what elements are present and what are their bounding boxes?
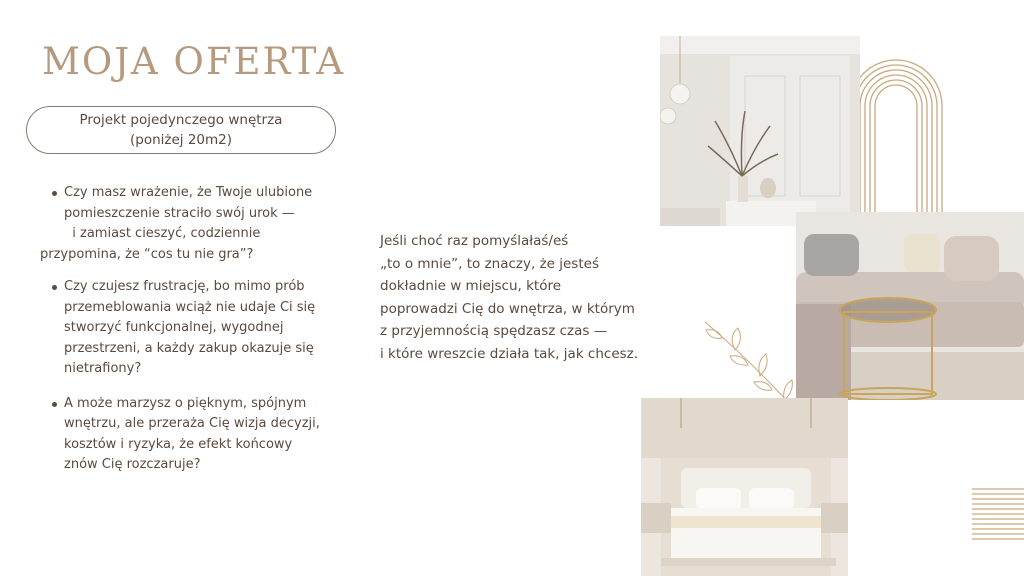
paragraph-line: poprowadzi Cię do wnętrza, w którym	[380, 300, 635, 317]
page-title: MOJA OFERTA	[42, 40, 346, 83]
list-item-line: stworzyć funkcjonalnej, wygodnej	[64, 320, 284, 335]
list-item-line: wnętrzu, ale przeraża Cię wizja decyzji,	[64, 416, 320, 431]
question-list	[40, 183, 360, 488]
offer-box-line1: Projekt pojedynczego wnętrza	[79, 112, 283, 128]
list-item-line: A może marzysz o pięknym, spójnym	[64, 395, 307, 411]
offer-box	[26, 106, 336, 154]
offer-box-line2: (poniżej 20m2)	[129, 132, 233, 148]
list-item-line: kosztów i ryzyka, że efekt końcowy	[64, 436, 293, 452]
list-item-line: znów Cię rozczaruje?	[64, 457, 201, 472]
paragraph-line: i które wreszcie działa tak, jak chcesz.	[380, 345, 639, 362]
list-item	[40, 394, 360, 476]
list-item-line: pomieszczenie straciło swój urok —	[64, 205, 295, 221]
list-item-line: Czy czujesz frustrację, bo mimo prób	[64, 279, 305, 294]
intro-paragraph	[380, 230, 680, 365]
arch-decoration	[846, 56, 946, 216]
paragraph-line: „to o mnie”, to znaczy, że jesteś	[380, 255, 599, 272]
list-item	[40, 183, 360, 265]
list-item	[40, 277, 360, 380]
paragraph-line: z przyjemnością spędzasz czas —	[380, 323, 608, 339]
list-item-line: przestrzeni, a każdy zakup okazuje się	[64, 340, 314, 356]
bedroom-photo	[641, 398, 848, 576]
interior-pampas-photo	[660, 36, 860, 226]
list-item-line: i zamiast cieszyć, codziennie	[64, 226, 261, 241]
living-room-photo	[796, 212, 1024, 400]
stripes-decoration	[972, 488, 1024, 542]
list-item-line: przypomina, że “cos tu nie gra”?	[40, 246, 254, 262]
paragraph-line: Jeśli choć raz pomyślałaś/eś	[380, 233, 569, 249]
paragraph-line: dokładnie w miejscu, które	[380, 278, 562, 294]
list-item-line: nietrafiony?	[64, 361, 142, 376]
list-item-line: Czy masz wrażenie, że Twoje ulubione	[40, 183, 360, 204]
list-item-line: przemeblowania wciąż nie udaje Ci się	[64, 299, 316, 315]
